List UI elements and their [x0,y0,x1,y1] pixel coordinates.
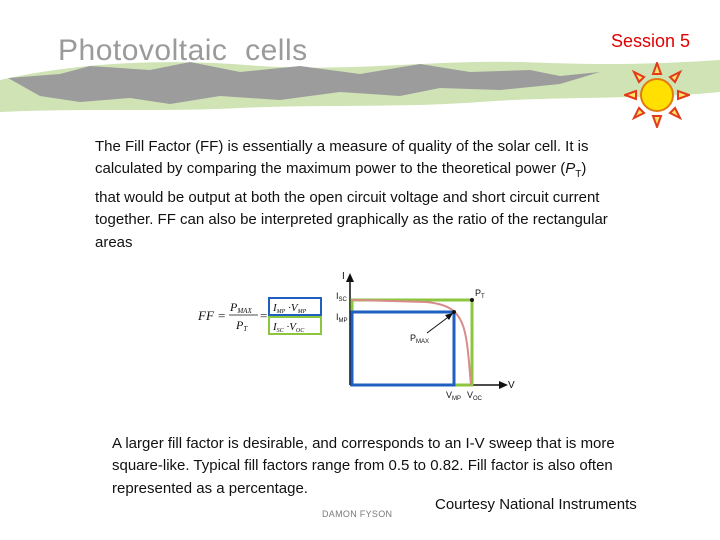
fill-factor-notes: A larger fill factor is desirable, and corresponds to an I-V sweep that is more square-like. Typical fill factors range from 0.5 to 0.82. Fill factor is also often represented as a percentage. [112,435,615,497]
para1-text-b: ) that would be output at both the open circuit voltage and short circuit current together. FF can also be interpreted graphically as the ratio of the rectangular areas [95,160,608,251]
formula-imp-vmp: IMP ·VMP [273,302,307,315]
voc-label: $V_{OC}$ [467,390,483,402]
pt-subscript: T [575,169,582,181]
slide-title: Photovoltaic cells [58,34,308,67]
formula-isc-voc: ISC ·VOC [273,321,305,334]
pmax-label: $P_{MAX}$ [410,333,430,345]
vmp-label: $V_{MP}$ [446,390,462,402]
pt-label: $P_T$ [475,288,485,300]
pmax-rectangle [352,312,454,385]
v-axis-label: V [508,380,515,391]
formula-pt: PT [236,318,248,333]
sun-icon [624,62,690,128]
para1-text-a: The Fill Factor (FF) is essentially a measure of quality of the solar cell. It is calculated by comparing the maximum power to the theoretical power ( [95,138,589,178]
pt-point [470,298,474,302]
isc-label: $I_{SC}$ [336,291,347,303]
fill-factor-figure [190,265,530,405]
formula-pmax: PMAX [230,300,252,315]
fill-factor-description [95,136,615,254]
footer-author: DAMON FYSON [322,509,393,519]
i-axis-arrow-icon [346,273,354,282]
imp-label: $I_{MP}$ [336,312,348,324]
session-label: Session 5 [611,31,691,51]
pt-symbol: P [565,160,576,178]
formula-lhs: FF [198,308,214,323]
v-axis-arrow-icon [499,381,508,389]
formula-equals-2: = [260,308,268,323]
courtesy-credit: Courtesy National Instruments [435,496,637,513]
i-axis-label: I [342,271,345,282]
formula-equals-1: = [218,308,226,323]
